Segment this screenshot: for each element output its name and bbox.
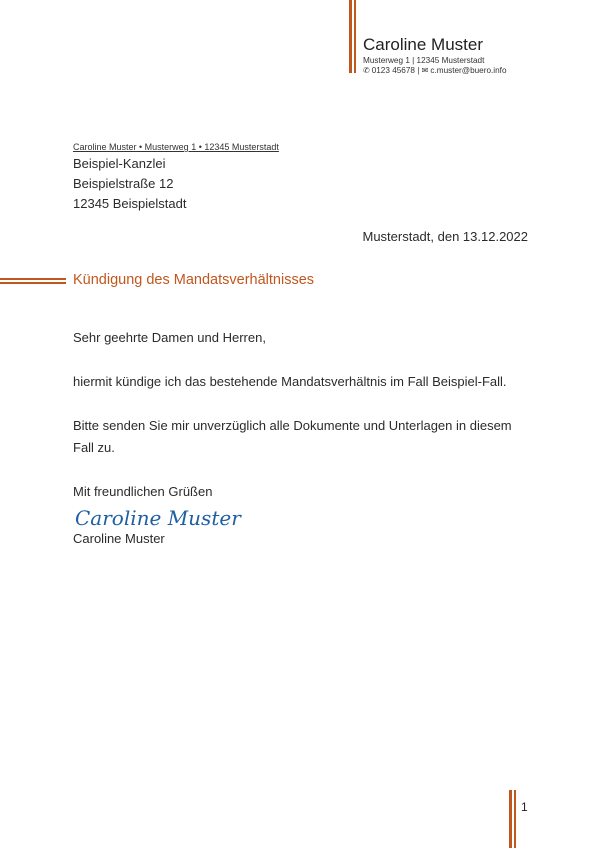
subject-accent-line-bottom <box>0 282 66 284</box>
phone-icon: ✆ <box>363 66 370 75</box>
letter-subject: Kündigung des Mandatsverhältnisses <box>73 272 315 288</box>
body-paragraph-2: Bitte senden Sie mir unverzüglich alle Dokumente und Unterlagen in diesem Fall zu. <box>73 418 512 455</box>
contact-separator: | <box>417 66 420 75</box>
footer-accent-bar-left <box>509 790 512 848</box>
salutation: Sehr geehrte Damen und Herren, <box>73 330 266 345</box>
signer-name: Caroline Muster <box>73 531 165 546</box>
recipient-address <box>73 154 186 214</box>
recipient-line-2: Beispielstraße 12 <box>73 176 174 191</box>
recipient-line-3: 12345 Beispielstadt <box>73 196 187 211</box>
letter-date: Musterstadt, den 13.12.2022 <box>362 229 528 244</box>
header-accent-bar-left <box>349 0 352 73</box>
sender-contact <box>363 66 507 75</box>
recipient-line-1: Beispiel-Kanzlei <box>73 156 166 171</box>
closing: Mit freundlichen Grüßen <box>73 484 213 499</box>
header-accent-bar-right <box>354 0 356 73</box>
sender-phone: 0123 45678 <box>371 66 415 75</box>
body-paragraph-1: hiermit kündige ich das bestehende Mandatsverhältnis im Fall Beispiel-Fall. <box>73 374 507 389</box>
page-number: 1 <box>521 800 528 814</box>
mail-icon: ✉ <box>421 66 429 75</box>
sender-name: Caroline Muster <box>363 35 483 54</box>
return-address: Caroline Muster • Musterweg 1 • 12345 Musterstadt <box>73 142 279 152</box>
sender-email: c.muster@buero.info <box>430 66 507 75</box>
footer-accent-bar-right <box>514 790 516 848</box>
subject-accent-line-top <box>0 278 66 280</box>
handwritten-signature: Caroline Muster <box>75 506 241 530</box>
sender-address: Musterweg 1 | 12345 Musterstadt <box>363 56 485 65</box>
